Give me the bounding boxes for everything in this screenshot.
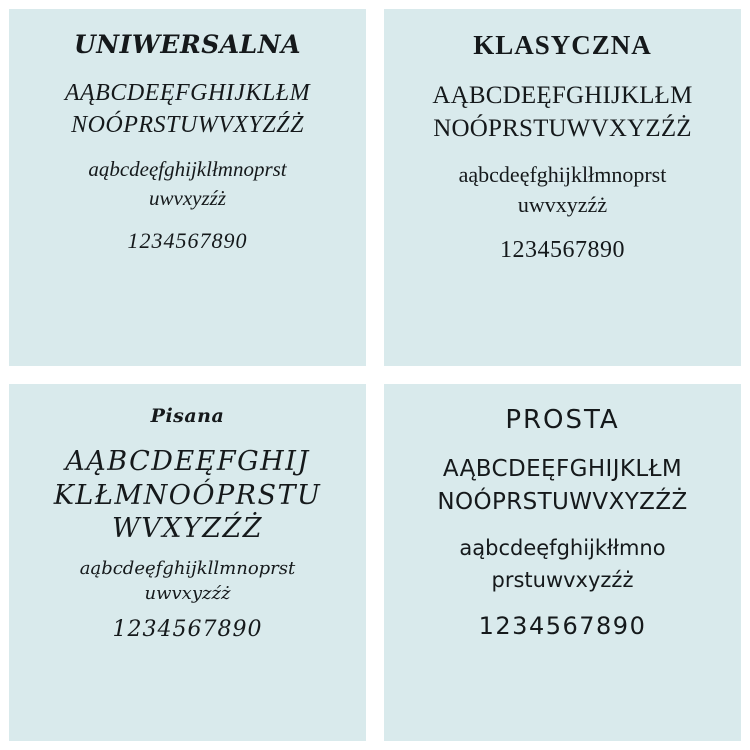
lowercase-specimen (398, 533, 727, 596)
panel-title-prosta: PROSTA (505, 405, 620, 435)
font-sample-panel-prosta[interactable] (384, 384, 741, 741)
lowercase-line-2: uwvxyzźż (517, 191, 608, 217)
uppercase-line-1: AĄBCDEĘFGHIJKLŁM (442, 455, 683, 482)
uppercase-line-2: NOÓPRSTUWVXYZŹŻ (437, 488, 688, 515)
lowercase-line-2: prstuwvxyzźż (491, 567, 634, 592)
font-sample-panel-uniwersalna[interactable] (9, 9, 366, 366)
uppercase-line-2: KLŁMNOÓPRSTU (53, 479, 322, 511)
uppercase-line-2: NOÓPRSTUWVXYZŹŻ (433, 115, 692, 143)
uppercase-specimen (398, 453, 727, 520)
uppercase-line-1: AĄBCDEĘFGHIJKLŁM (64, 79, 311, 106)
font-sample-panel-pisana[interactable] (9, 384, 366, 741)
grid-cell-prosta (375, 375, 750, 750)
lowercase-line-2: uwvxyzźż (144, 583, 231, 605)
panel-title-klasyczna: KLASYCZNA (473, 30, 652, 60)
lowercase-line-1: aąbcdeęfghijkllmnoprst (79, 558, 296, 580)
uppercase-specimen (398, 79, 727, 147)
uppercase-line-3: WVXYZŹŻ (111, 513, 264, 545)
lowercase-line-1: aąbcdeęfghijklłmnoprst (88, 157, 287, 182)
grid-cell-uniwersalna (0, 0, 375, 375)
grid-cell-pisana (0, 375, 375, 750)
digits-specimen: 1234567890 (500, 236, 625, 263)
grid-cell-klasyczna (375, 0, 750, 375)
lowercase-specimen (398, 160, 727, 219)
digits-specimen: 1234567890 (478, 612, 647, 641)
panel-title-uniwersalna: UNIWERSALNA (73, 30, 302, 59)
uppercase-specimen (23, 77, 352, 142)
lowercase-specimen (23, 556, 352, 606)
uppercase-line-1: AĄBCDEĘFGHIJKLŁM (432, 81, 693, 109)
font-sample-panel-klasyczna[interactable] (384, 9, 741, 366)
uppercase-line-1: AĄBCDEĘFGHIJ (65, 445, 310, 477)
lowercase-line-1: aąbcdeęfghijklłmnoprst (458, 162, 667, 188)
lowercase-line-1: aąbcdeęfghijkłłmno (459, 536, 666, 561)
uppercase-line-2: NOÓPRSTUWVXYZŹŻ (71, 111, 304, 138)
lowercase-line-2: uwvxyzźż (149, 185, 226, 210)
digits-specimen: 1234567890 (112, 616, 263, 642)
uppercase-specimen (23, 445, 352, 546)
panel-title-pisana: Pisana (150, 405, 225, 427)
lowercase-specimen (23, 155, 352, 212)
digits-specimen: 1234567890 (127, 227, 248, 253)
